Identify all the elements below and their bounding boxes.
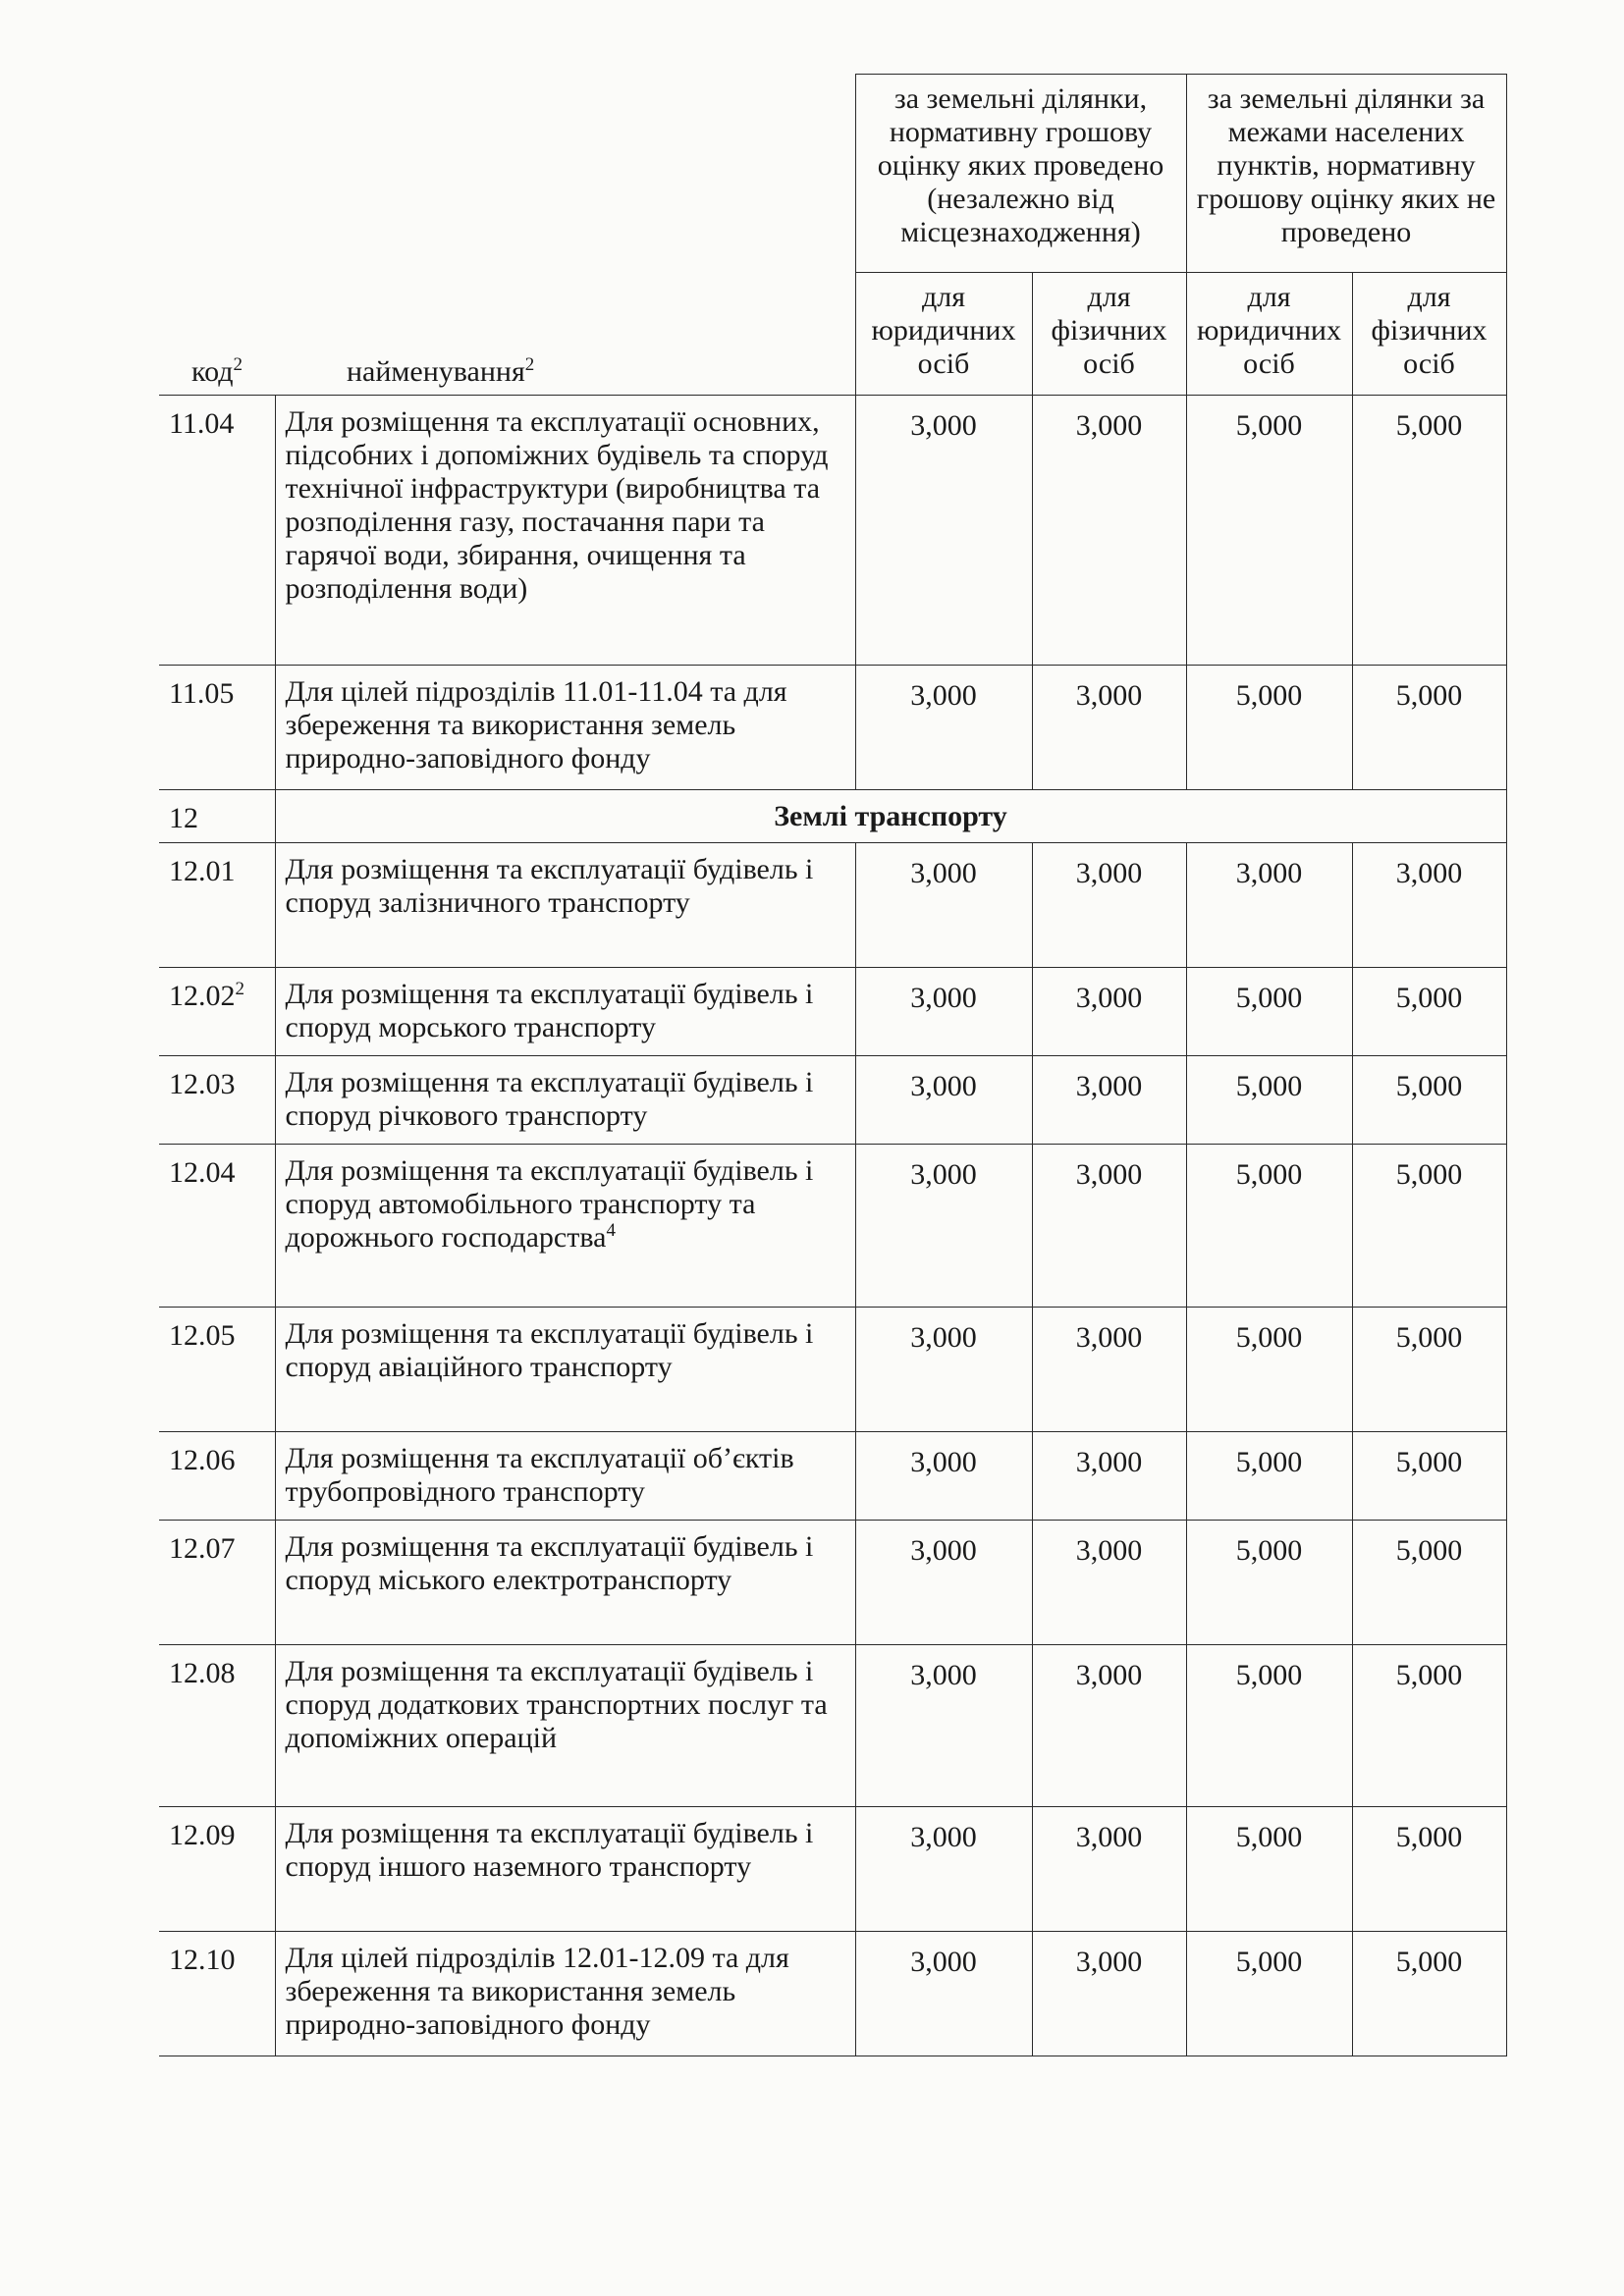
value-legal-outside: 5,000	[1186, 1432, 1352, 1521]
value-legal-settled: 3,000	[855, 1056, 1032, 1145]
value-physical-settled: 3,000	[1032, 1308, 1186, 1432]
header-code-name-cell	[159, 75, 855, 396]
row-code: 12.08	[159, 1645, 275, 1807]
header-group-outside: за земельні ділянки за межами населених пунктів, нормативну грошову оцінку яких не проведено	[1186, 75, 1506, 273]
row-code: 11.04	[159, 396, 275, 666]
row-name: Для розміщення та експлуатації будівель і споруд морського транспорту	[275, 968, 855, 1056]
row-code: 12.07	[159, 1521, 275, 1645]
value-legal-outside: 5,000	[1186, 396, 1352, 666]
row-name: Для розміщення та експлуатації будівель і споруд іншого наземного транспорту	[275, 1807, 855, 1932]
header-legal-2: для юридичних осіб	[1186, 273, 1352, 396]
value-legal-settled: 3,000	[855, 1145, 1032, 1308]
row-name: Для цілей підрозділів 12.01-12.09 та для збереження та використання земель природно-заповідного фонду	[275, 1932, 855, 2056]
value-legal-outside: 5,000	[1186, 968, 1352, 1056]
table-row	[159, 843, 1506, 968]
header-name: найменування$^2$	[347, 354, 535, 388]
table-row	[159, 666, 1506, 790]
row-name: Для розміщення та експлуатації будівель і споруд автомобільного транспорту та дорожнього господарства$^4$	[275, 1145, 855, 1308]
value-legal-settled: 3,000	[855, 396, 1032, 666]
value-physical-outside: 5,000	[1352, 968, 1506, 1056]
value-legal-settled: 3,000	[855, 1645, 1032, 1807]
value-physical-outside: 5,000	[1352, 666, 1506, 790]
value-legal-outside: 5,000	[1186, 1932, 1352, 2056]
header-legal-1: для юридичних осіб	[855, 273, 1032, 396]
row-code: 12.06	[159, 1432, 275, 1521]
value-legal-settled: 3,000	[855, 1432, 1032, 1521]
row-code: 12.01	[159, 843, 275, 968]
header-physical-2: для фізичних осіб	[1352, 273, 1506, 396]
section-row	[159, 790, 1506, 843]
table-row	[159, 1432, 1506, 1521]
header-physical-1: для фізичних осіб	[1032, 273, 1186, 396]
value-physical-outside: 5,000	[1352, 1807, 1506, 1932]
value-physical-outside: 5,000	[1352, 1932, 1506, 2056]
header-code: код$^2$	[191, 354, 243, 388]
row-code: 12.04	[159, 1145, 275, 1308]
value-physical-outside: 5,000	[1352, 1056, 1506, 1145]
value-legal-settled: 3,000	[855, 843, 1032, 968]
value-physical-settled: 3,000	[1032, 1645, 1186, 1807]
value-legal-outside: 5,000	[1186, 1521, 1352, 1645]
row-name: Для розміщення та експлуатації будівель і споруд міського електротранспорту	[275, 1521, 855, 1645]
land-tax-rates-table	[159, 74, 1507, 2056]
row-code: 12.03	[159, 1056, 275, 1145]
value-physical-outside: 5,000	[1352, 1432, 1506, 1521]
header-row-groups	[159, 75, 1506, 273]
value-physical-settled: 3,000	[1032, 843, 1186, 968]
row-name: Для розміщення та експлуатації основних, підсобних і допоміжних будівель та споруд технічної інфраструктури (виробництва та розподілення газу, постачання пари та гарячої води, збирання, очищення та розподілення води)	[275, 396, 855, 666]
value-physical-outside: 5,000	[1352, 1521, 1506, 1645]
value-legal-outside: 5,000	[1186, 1308, 1352, 1432]
value-legal-outside: 5,000	[1186, 1645, 1352, 1807]
row-code: 12.05	[159, 1308, 275, 1432]
row-name: Для розміщення та експлуатації об’єктів трубопровідного транспорту	[275, 1432, 855, 1521]
value-legal-outside: 5,000	[1186, 1056, 1352, 1145]
table-row	[159, 396, 1506, 666]
row-code: 12.09	[159, 1807, 275, 1932]
value-legal-settled: 3,000	[855, 1807, 1032, 1932]
table-row	[159, 1145, 1506, 1308]
value-legal-outside: 5,000	[1186, 1807, 1352, 1932]
section-title: Землі транспорту	[275, 790, 1506, 843]
table-row	[159, 1308, 1506, 1432]
value-physical-settled: 3,000	[1032, 396, 1186, 666]
row-code: 11.05	[159, 666, 275, 790]
row-code: 12.10	[159, 1932, 275, 2056]
value-physical-outside: 3,000	[1352, 843, 1506, 968]
row-code: 12.02$^2$	[159, 968, 275, 1056]
value-physical-outside: 5,000	[1352, 396, 1506, 666]
header-group-settled: за земельні ділянки, нормативну грошову оцінку яких проведено (незалежно від місцезнаходження)	[855, 75, 1186, 273]
row-name: Для розміщення та експлуатації будівель і споруд авіаційного транспорту	[275, 1308, 855, 1432]
value-physical-settled: 3,000	[1032, 968, 1186, 1056]
value-physical-outside: 5,000	[1352, 1308, 1506, 1432]
row-name: Для розміщення та експлуатації будівель і споруд додаткових транспортних послуг та допоміжних операцій	[275, 1645, 855, 1807]
value-physical-settled: 3,000	[1032, 1432, 1186, 1521]
value-physical-settled: 3,000	[1032, 1056, 1186, 1145]
table-row	[159, 1056, 1506, 1145]
table-row	[159, 1521, 1506, 1645]
value-legal-settled: 3,000	[855, 1521, 1032, 1645]
value-legal-settled: 3,000	[855, 1308, 1032, 1432]
value-physical-settled: 3,000	[1032, 666, 1186, 790]
row-name: Для розміщення та експлуатації будівель і споруд річкового транспорту	[275, 1056, 855, 1145]
value-legal-settled: 3,000	[855, 968, 1032, 1056]
row-name: Для розміщення та експлуатації будівель і споруд залізничного транспорту	[275, 843, 855, 968]
row-name: Для цілей підрозділів 11.01-11.04 та для збереження та використання земель природно-заповідного фонду	[275, 666, 855, 790]
value-legal-outside: 3,000	[1186, 843, 1352, 968]
value-physical-settled: 3,000	[1032, 1521, 1186, 1645]
table-row	[159, 1932, 1506, 2056]
value-legal-outside: 5,000	[1186, 666, 1352, 790]
value-physical-outside: 5,000	[1352, 1645, 1506, 1807]
value-physical-settled: 3,000	[1032, 1145, 1186, 1308]
value-physical-settled: 3,000	[1032, 1807, 1186, 1932]
section-code: 12	[159, 790, 275, 843]
value-physical-outside: 5,000	[1352, 1145, 1506, 1308]
value-legal-settled: 3,000	[855, 666, 1032, 790]
value-legal-settled: 3,000	[855, 1932, 1032, 2056]
table-row	[159, 1807, 1506, 1932]
value-legal-outside: 5,000	[1186, 1145, 1352, 1308]
value-physical-settled: 3,000	[1032, 1932, 1186, 2056]
table-row	[159, 1645, 1506, 1807]
table-row	[159, 968, 1506, 1056]
